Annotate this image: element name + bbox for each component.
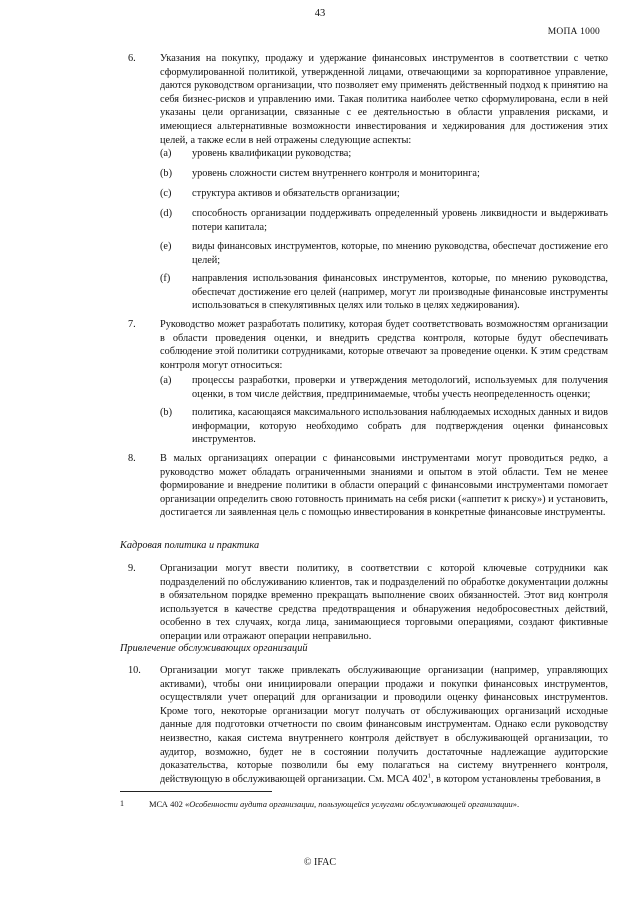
list-text: направления использования финансовых инструментов, которые, по мнению руководства, обеспечат достижение его целей (например, могут ли производные финансовые инструменты использоваться в спекулятивных целях или только в целях хеджирования). (192, 273, 608, 312)
list-text: способность организации поддерживать определенный уровень ликвидности и выдерживать потери капитала; (192, 208, 608, 233)
paragraph-number: 7. (128, 319, 136, 330)
list-label: (d) (160, 208, 173, 219)
paragraph-7 (160, 318, 608, 372)
list-label: (f) (160, 273, 171, 284)
paragraph-6 (160, 52, 608, 147)
list-label: (a) (160, 375, 172, 386)
list-label: (b) (160, 407, 173, 418)
footnote-divider (120, 791, 272, 792)
list-item (160, 406, 608, 447)
paragraph-number: 10. (128, 665, 141, 676)
paragraph-number: 6. (128, 53, 136, 64)
paragraph-text: Организации могут ввести политику, в соответствии с которой ключевые сотрудники как подразделений по обслуживанию клиентов, так и подразделений по обработке документации должны в обязательном порядке временно прекращать выполнение своих обязанностей. Этот вид контроля используется в качестве средства предотвращения и обнаружения недобросовестных действий, особенно в тех случаях, когда лица, занимающиеся торговыми операциями, создают фиктивные операции или отражают операции неправильно. (160, 563, 608, 642)
list-text: виды финансовых инструментов, которые, по мнению руководства, обеспечат достижение его целей; (192, 241, 608, 266)
list-item (160, 207, 608, 234)
list-text: уровень сложности систем внутреннего контроля и мониторинга; (192, 168, 480, 179)
footnote-number: 1 (120, 799, 124, 808)
list-text: структура активов и обязательств организации; (192, 188, 400, 199)
paragraph-number: 8. (128, 453, 136, 464)
paragraph-text-main: Организации могут также привлекать обслуживающие организации (например, управляющих активами), чтобы они инициировали операции продажи и покупки финансовых инструментов, осуществляли учет операций для организации и проводили оценку финансовых инструментов. Кроме того, некоторые организации могут получать от обслуживающих организаций исходные данные для подготовки отчетности по своим финансовым инструментам. Однако если руководству неизвестно, какая система внутреннего контроля действует в обслуживающей организации, то аудитор, возможно, будет не в состоянии получить достаточные надлежащие аудиторские доказательства, которые позволили бы ему полагаться на систему внутреннего контроля, действующую в обслуживающей организации. См. МСА 402 (160, 665, 608, 785)
paragraph-number: 9. (128, 563, 136, 574)
paragraph-text (160, 664, 608, 786)
paragraph-10 (160, 664, 608, 786)
paragraph-text-tail: , в котором установлены требования, в (431, 773, 601, 785)
list-text: политика, касающаяся максимального использования наблюдаемых исходных данных и видов информации, которую необходимо собрать для подтверждения оценки финансовых инструментов. (192, 407, 608, 446)
list-text: процессы разработки, проверки и утверждения методологий, используемых для получения оценки, в том числе действия, предпринимаемые, чтобы учесть неопределенность оценки; (192, 375, 608, 400)
page-footer: © IFAC (303, 857, 337, 868)
paragraph-text: В малых организациях операции с финансовыми инструментами могут проводиться редко, а руководство может обладать ограниченными знаниями и опытом в этой области. Тем не менее формирование и внедрение политики в области операций с финансовыми инструментами помогает организации определить свою готовность принимать на себя риски («аппетит к риску») и установить, достигается ли заявленная цель с помощью инвестирования в конкретные финансовые инструменты. (160, 453, 608, 519)
paragraph-text: Указания на покупку, продажу и удержание финансовых инструментов в соответствии с четко сформулированной политикой, утвержденной лицами, отвечающими за корпоративное управление, даются руководством организации, что позволяет ему применять действенный подход к принятию на себя бизнес-рисков и управлению ими. Такая политика наиболее четко сформулирована, если в ней указаны цели организации, связанные с ее деятельностью в области управления рисками, и имеющиеся альтернативные возможности инвестирования и хеджирования для достижения этих целей, а также если в ней отражены следующие аспекты: (160, 53, 608, 146)
footnote-prefix: МСА 402 « (149, 799, 190, 809)
list-item (160, 272, 608, 313)
footnote-title: Особенности аудита организации, пользующейся услугами обслуживающей организации (189, 799, 513, 809)
page-number: 43 (314, 8, 326, 19)
list-label: (a) (160, 148, 172, 159)
list-item (160, 240, 608, 267)
list-item (160, 374, 608, 401)
list-item (160, 167, 608, 181)
list-item (160, 187, 608, 201)
list-label: (e) (160, 241, 172, 252)
list-text: уровень квалификации руководства; (192, 148, 352, 159)
section-heading: Кадровая политика и практика (120, 540, 260, 551)
footnote-suffix: ». (512, 799, 520, 809)
paragraph-text: Руководство может разработать политику, которая будет соответствовать возможностям организации в области проведения оценки, и внедрить средства контроля, которые будут обеспечивать соблюдение этой политики сотрудниками, которые отвечают за проведение оценки. К этим средствам контроля могут относиться: (160, 319, 608, 371)
footnote-text (149, 799, 519, 809)
section-heading: Привлечение обслуживающих организаций (120, 643, 308, 654)
running-head: МОПА 1000 (547, 27, 600, 37)
paragraph-8 (160, 452, 608, 520)
list-label: (c) (160, 188, 172, 199)
list-item (160, 147, 608, 161)
list-label: (b) (160, 168, 173, 179)
footnote-reference[interactable]: 1 (427, 772, 432, 780)
paragraph-9 (160, 562, 608, 644)
